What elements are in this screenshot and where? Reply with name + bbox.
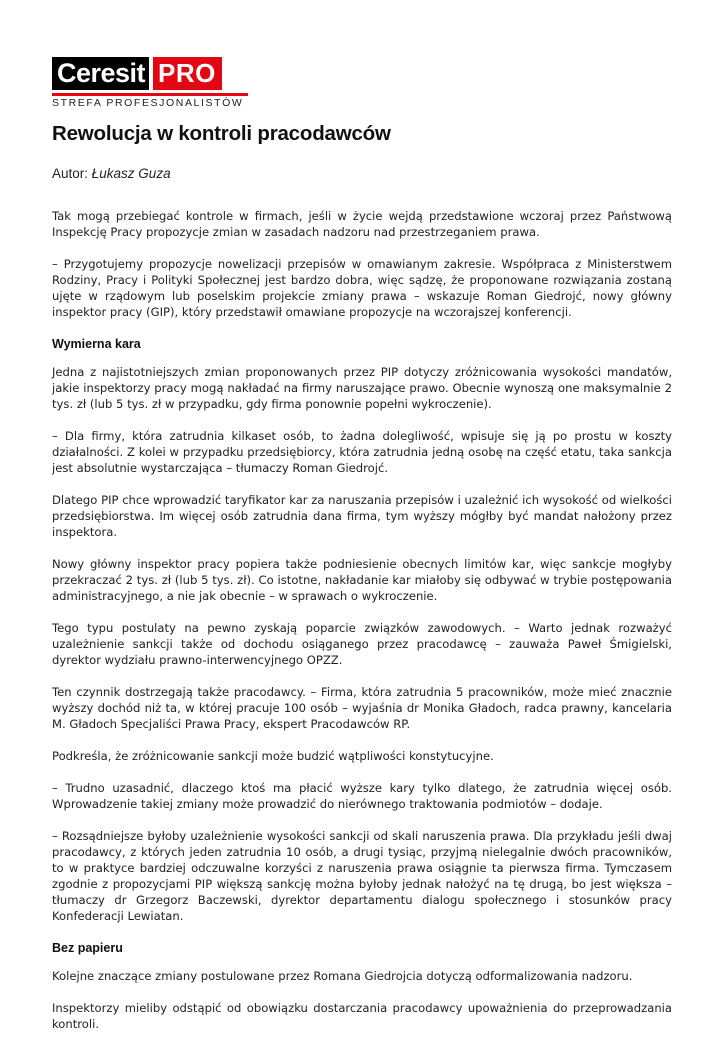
author-line (52, 166, 171, 181)
ceresit-pro-logo (52, 57, 252, 109)
paragraph: Ten czynnik dostrzegają także pracodawcy. – Firma, która zatrudnia 5 pracowników, może mieć znacznie wyższy dochód niż ta, w której pracuje 100 osób – wyjaśnia dr Monika Gładoch, radca prawny, kancelaria M. Gładoch Specjaliści Prawa Pracy, ekspert Pracodawców RP. (52, 685, 672, 731)
section-heading: Wymierna kara (52, 337, 141, 351)
logo-subtitle: STREFA PROFESJONALISTÓW (52, 93, 248, 109)
paragraph: Nowy główny inspektor pracy popiera także podniesienie obecnych limitów kar, więc sankcje mogłyby przekraczać 2 tys. zł (lub 5 tys. zł). Co istotne, nakładanie kar miałoby się odbywać w trybie postępowania administracyjnego, a nie jak obecnie – w sprawach o wykroczenie. (52, 557, 672, 603)
author-name: Łukasz Guza (91, 166, 171, 181)
article-title: Rewolucja w kontroli pracodawców (52, 122, 391, 145)
logo-wordmark (52, 57, 252, 90)
paragraph: – Dla firmy, która zatrudnia kilkaset osób, to żadna dolegliwość, wpisuje się ją po prostu w koszty działalności. Z kolei w przypadku przedsiębiorcy, która zatrudnia jedną osobę na część etatu, taka sankcja jest absolutnie wystarczająca – tłumaczy Roman Giedrojć. (52, 429, 672, 475)
section-heading: Bez papieru (52, 941, 123, 955)
paragraph: Kolejne znaczące zmiany postulowane przez Romana Giedrojcia dotyczą odformalizowania nadzoru. (52, 969, 633, 983)
paragraph: – Trudno uzasadnić, dlaczego ktoś ma płacić wyższe kary tylko dlatego, że zatrudnia więcej osób. Wprowadzenie takiej zmiany może prowadzić do nierównego traktowania podmiotów – dodaje. (52, 781, 672, 811)
paragraph: Jedna z najistotniejszych zmian proponowanych przez PIP dotyczy zróżnicowania wysokości mandatów, jakie inspektorzy pracy mogą nakładać na firmy naruszające prawo. Obecnie wynoszą one maksymalnie 2 tys. zł (lub 5 tys. zł w przypadku, gdy firma ponownie popełni wykroczenie). (52, 365, 672, 411)
paragraph: – Przygotujemy propozycje nowelizacji przepisów w omawianym zakresie. Współpraca z Ministerstwem Rodziny, Pracy i Polityki Społecznej jest bardzo dobra, więc sądzę, że proponowane rozwiązania zostaną ujęte w rządowym lub poselskim projekcie zmiany prawa – wskazuje Roman Giedrojć, nowy główny inspektor pracy (GIP), który przedstawił omawiane propozycje na wczorajszej konferencji. (52, 257, 672, 319)
paragraph: Inspektorzy mieliby odstąpić od obowiązku dostarczania pracodawcy upoważnienia do przeprowadzania kontroli. (52, 1001, 672, 1031)
paragraph: – Rozsądniejsze byłoby uzależnienie wysokości sankcji od skali naruszenia prawa. Dla przykładu jeśli dwaj pracodawcy, z których jeden zatrudnia 10 osób, a drugi tysiąc, przyjmą nielegalnie dwóch pracowników, to w praktyce bardziej odczuwalne korzyści z naruszenia prawa osiągnie ta pierwsza firma. Tymczasem zgodnie z propozycjami PIP większą sankcję można byłoby jednak nałożyć na tę drugą, bo jest większa – tłumaczy dr Grzegorz Baczewski, dyrektor departamentu dialogu społecznego i stosunków pracy Konfederacji Lewiatan. (52, 829, 672, 923)
logo-brand-text: Ceresit (52, 57, 149, 90)
paragraph: Podkreśla, że zróżnicowanie sankcji może budzić wątpliwości konstytucyjne. (52, 749, 494, 763)
logo-pro-badge: PRO (153, 57, 222, 90)
author-label: Autor: (52, 166, 92, 181)
article-body (52, 208, 672, 1048)
paragraph: Dlatego PIP chce wprowadzić taryfikator kar za naruszania przepisów i uzależnić ich wysokość od wielkości przedsiębiorstwa. Im więcej osób zatrudnia dana firma, tym wyższy mógłby być mandat nałożony przez inspektora. (52, 493, 672, 539)
paragraph: Tak mogą przebiegać kontrole w firmach, jeśli w życie wejdą przedstawione wczoraj przez Państwową Inspekcję Pracy propozycje zmian w zasadach nadzoru nad przestrzeganiem prawa. (52, 209, 672, 239)
paragraph: Tego typu postulaty na pewno zyskają poparcie związków zawodowych. – Warto jednak rozważyć uzależnienie sankcji także od dochodu osiąganego przez pracodawcę – zauważa Paweł Śmigielski, dyrektor wydziału prawno-interwencyjnego OPZZ. (52, 621, 672, 667)
